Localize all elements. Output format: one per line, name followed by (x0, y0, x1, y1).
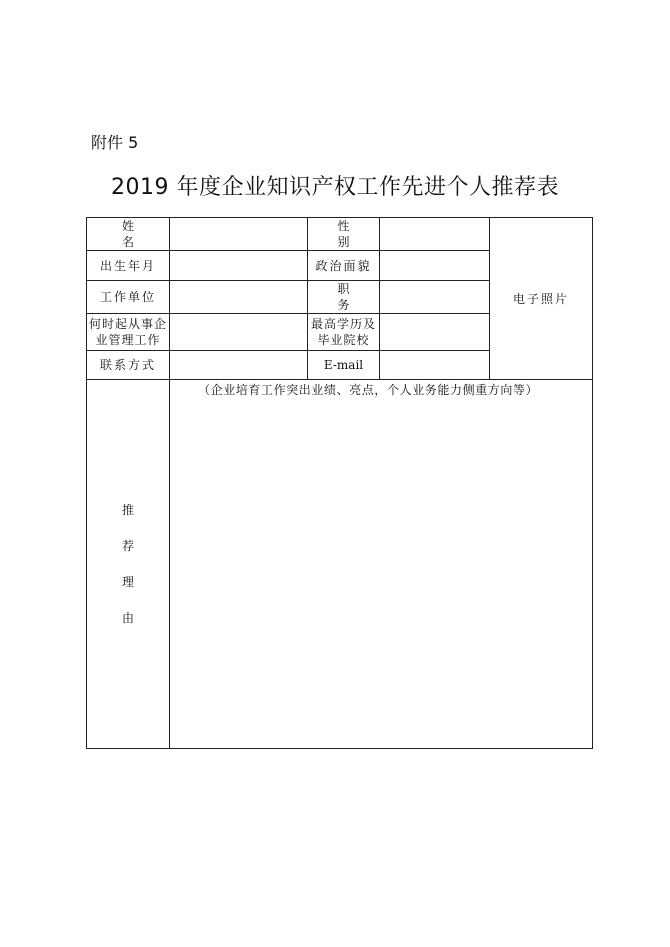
political-label: 政治面貌 (308, 251, 380, 281)
position-field[interactable] (380, 281, 490, 314)
contact-field[interactable] (170, 351, 308, 380)
attachment-label: 附件 5 (91, 133, 139, 152)
workplace-field[interactable] (170, 281, 308, 314)
political-field[interactable] (380, 251, 490, 281)
gender-label: 性 别 (308, 218, 380, 251)
education-label (308, 314, 380, 351)
workplace-label: 工作单位 (87, 281, 170, 314)
since-field[interactable] (170, 314, 308, 351)
photo-label: 电子照片 (512, 291, 569, 306)
name-field[interactable] (170, 218, 308, 251)
email-field[interactable] (380, 351, 490, 380)
reason-field[interactable] (170, 380, 593, 749)
since-label-line2: 业管理工作 (95, 333, 161, 347)
since-label (87, 314, 170, 351)
position-label: 职 务 (308, 281, 380, 314)
contact-label: 联系方式 (87, 351, 170, 380)
reason-label: 推荐理由 (121, 503, 134, 625)
education-label-line1: 最高学历及 (310, 317, 376, 331)
recommendation-form (86, 217, 593, 749)
birth-field[interactable] (170, 251, 308, 281)
education-label-line2: 毕业院校 (317, 333, 370, 347)
name-label: 姓 名 (87, 218, 170, 251)
photo-cell[interactable] (490, 218, 593, 380)
reason-hint: （企业培育工作突出业绩、亮点，个人业务能力侧重方向等） (198, 383, 539, 397)
birth-label: 出生年月 (87, 251, 170, 281)
since-label-line1: 何时起从事企 (88, 317, 167, 331)
email-label: E-mail (308, 351, 380, 380)
education-field[interactable] (380, 314, 490, 351)
reason-label-cell (87, 380, 170, 749)
page-title: 2019 年度企业知识产权工作先进个人推荐表 (111, 175, 559, 200)
gender-field[interactable] (380, 218, 490, 251)
